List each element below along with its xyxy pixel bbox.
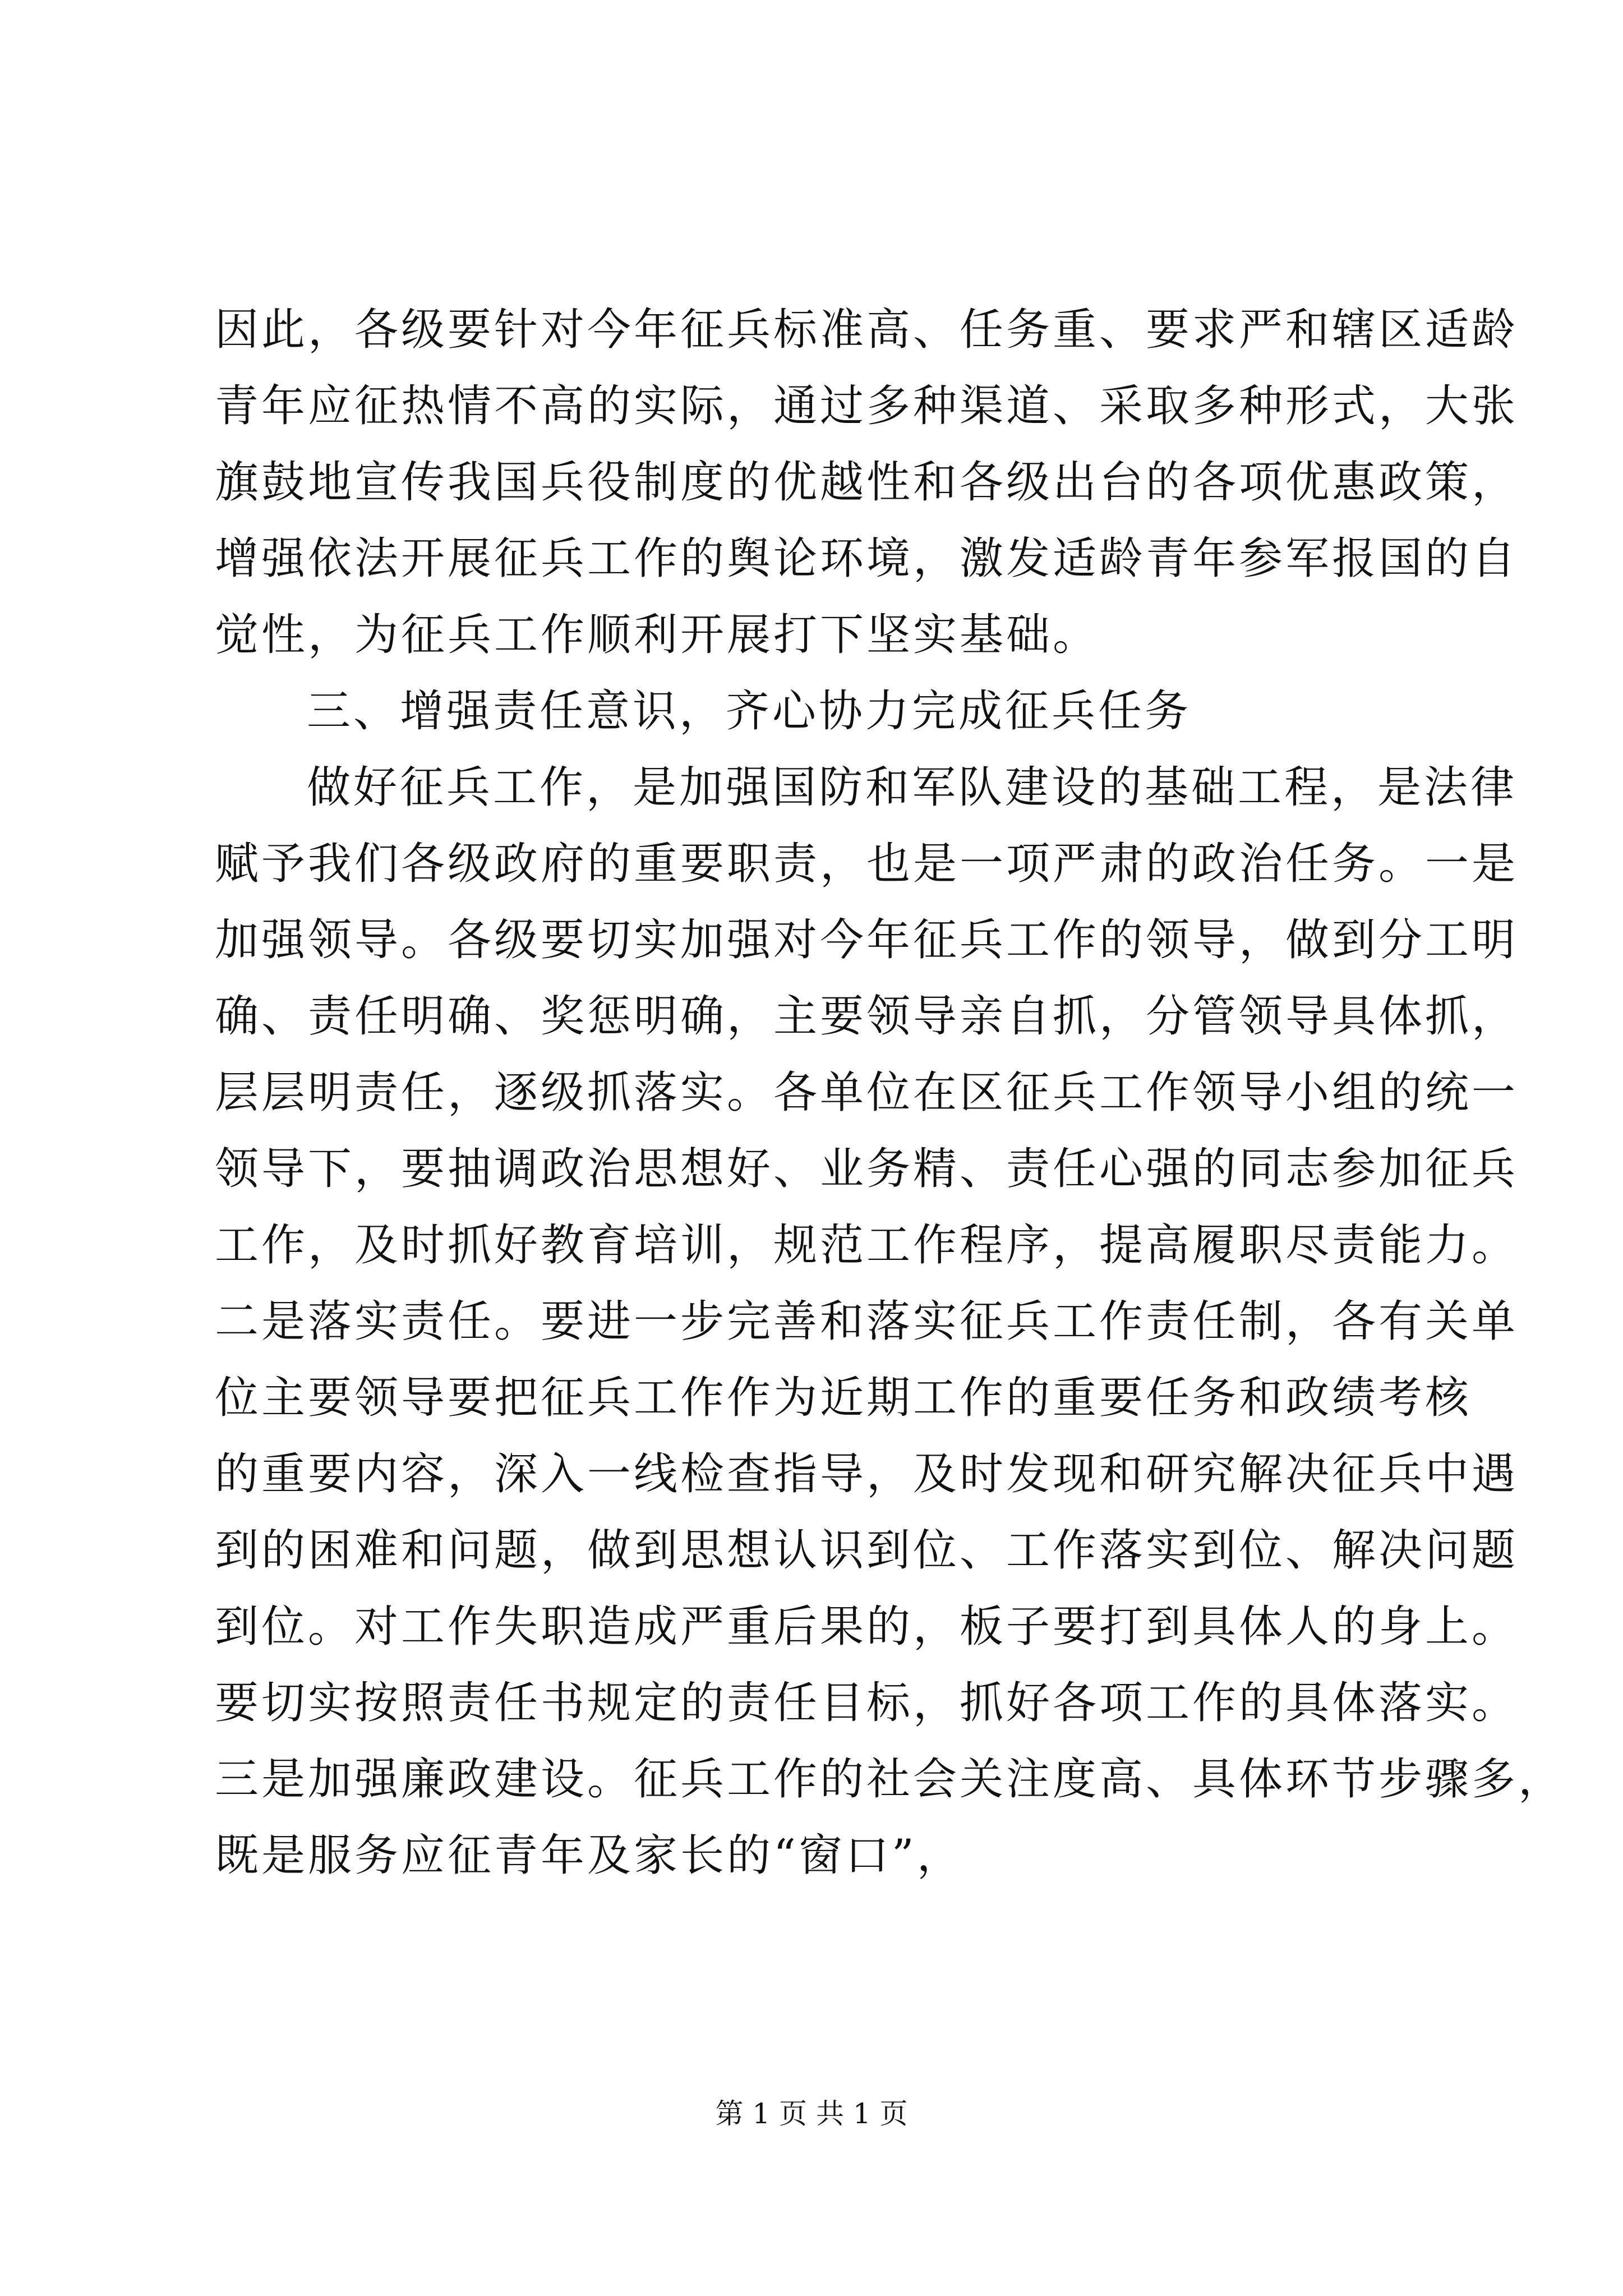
text-line: 工作，及时抓好教育培训，规范工作程序，提高履职尽责能力。 xyxy=(215,1220,1519,1271)
text-line: 青年应征热情不高的实际，通过多种渠道、采取多种形式，大张 xyxy=(215,381,1519,431)
text-line: 到位。对工作失职造成严重后果的，板子要打到具体人的身上。 xyxy=(215,1602,1519,1652)
text-line: 既是服务应征青年及家长的“窗口”， xyxy=(215,1830,963,1881)
text-line: 确、责任明确、奖惩明确，主要领导亲自抓，分管领导具体抓， xyxy=(215,991,1519,1042)
text-line: 层层明责任，逐级抓落实。各单位在区征兵工作领导小组的统一 xyxy=(215,1068,1519,1118)
text-line: 二是落实责任。要进一步完善和落实征兵工作责任制，各有关单 xyxy=(215,1296,1519,1347)
text-line: 旗鼓地宣传我国兵役制度的优越性和各级出台的各项优惠政策， xyxy=(215,457,1519,508)
section-heading: 三、增强责任意识，齐心协力完成征兵任务 xyxy=(307,686,1192,737)
text-line: 三是加强廉政建设。征兵工作的社会关注度高、具体环节步骤多， xyxy=(215,1754,1565,1805)
text-line: 要切实按照责任书规定的责任目标，抓好各项工作的具体落实。 xyxy=(215,1678,1519,1728)
text-line: 增强依法开展征兵工作的舆论环境，激发适龄青年参军报国的自 xyxy=(215,533,1519,584)
document-body xyxy=(215,292,1565,1894)
text-line: 加强领导。各级要切实加强对今年征兵工作的领导，做到分工明 xyxy=(215,915,1519,965)
text-line: 领导下，要抽调政治思想好、业务精、责任心强的同志参加征兵 xyxy=(215,1144,1519,1194)
text-line: 位主要领导要把征兵工作作为近期工作的重要任务和政绩考核 xyxy=(215,1373,1472,1423)
text-line: 到的困难和问题，做到思想认识到位、工作落实到位、解决问题 xyxy=(215,1525,1519,1576)
page-number-footer: 第 1 页 共 1 页 xyxy=(715,2097,908,2130)
text-line: 的重要内容，深入一线检查指导，及时发现和研究解决征兵中遇 xyxy=(215,1449,1519,1499)
text-line: 觉性，为征兵工作顺利开展打下坚实基础。 xyxy=(215,610,1100,660)
paragraph-first-line: 做好征兵工作，是加强国防和军队建设的基础工程，是法律 xyxy=(307,762,1518,813)
text-line: 因此，各级要针对今年征兵标准高、任务重、要求严和辖区适龄 xyxy=(215,305,1519,355)
text-line: 赋予我们各级政府的重要职责，也是一项严肃的政治任务。一是 xyxy=(215,839,1519,889)
